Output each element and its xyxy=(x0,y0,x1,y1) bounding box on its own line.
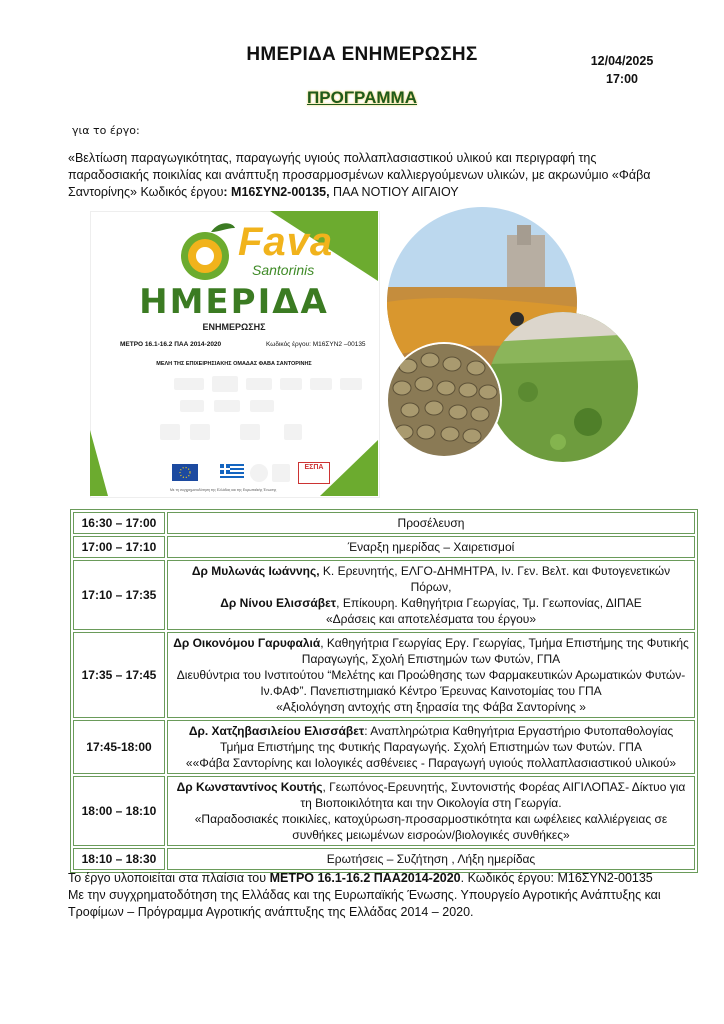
espa-logo: ΕΣΠΑ xyxy=(298,462,330,484)
fava-leaf-logo-icon xyxy=(175,218,239,282)
talk-topic: «Δράσεις και αποτελέσματα του έργου» xyxy=(325,612,537,626)
member-logo xyxy=(340,378,362,390)
member-logo xyxy=(180,400,204,412)
program-item: Ερωτήσεις – Συζήτηση , Λήξη ημερίδας xyxy=(167,848,695,870)
funding-text: Με την συγχρηματοδότηση της Ελλάδας και της Ευρωπαϊκής Ένωσης. Υπουργείο Αγροτικής Ανάπτυξης και Τροφίμων – Πρόγραμμα Αγροτικής ανάπτυξης της Ελλάδας 2014 – 2020. xyxy=(68,888,661,919)
poster-subtitle: ΕΝΗΜΕΡΩΣΗΣ xyxy=(202,322,266,332)
program-table xyxy=(70,509,698,873)
program-row xyxy=(73,536,695,558)
speaker-role: : Αναπληρώτρια Καθηγήτρια Εργαστήριο Φυτοπαθολογίας Τμήμα Επιστήμης της Φυτικής Παραγωγής. Σχολή Επιστημών των Φυτών. ΓΠΑ xyxy=(220,724,674,754)
program-item xyxy=(167,560,695,630)
project-description xyxy=(68,150,678,201)
talk-topic: «Αξιολόγηση αντοχής στη ξηρασία της Φάβα Σαντορίνης » xyxy=(276,700,586,714)
program-time: 17:35 – 17:45 xyxy=(73,632,165,718)
page-title: ΗΜΕΡΙΔΑ ΕΝΗΜΕΡΩΣΗΣ xyxy=(246,44,478,65)
member-logo xyxy=(240,424,260,440)
poster-decoration xyxy=(90,430,108,496)
program-time: 18:00 – 18:10 xyxy=(73,776,165,846)
poster-brand: Fava xyxy=(238,220,334,264)
member-logo xyxy=(212,376,238,392)
program-item: Προσέλευση xyxy=(167,512,695,534)
project-region: ΠΑΑ ΝΟΤΙΟΥ ΑΙΓΑΙΟΥ xyxy=(329,185,459,199)
funding-measure: ΜΕΤΡΟ 16.1-16.2 ΠΑΑ2014-2020 xyxy=(269,871,461,885)
program-heading: ΠΡΟΓΡΑΜΜΑ xyxy=(306,88,417,107)
fava-beans-photo xyxy=(386,342,502,458)
member-logo xyxy=(214,400,240,412)
program-row xyxy=(73,560,695,630)
poster-code: Κωδικός έργου: Μ16ΣΥΝ2 –00135 xyxy=(266,341,366,348)
member-logo xyxy=(284,424,302,440)
greek-flag-icon xyxy=(220,464,244,481)
for-project-label: για το έργο: xyxy=(72,124,140,137)
program-row xyxy=(73,776,695,846)
project-code: : Μ16ΣΥΝ2-00135, xyxy=(223,185,330,199)
talk-topic: «Παραδοσιακές ποικιλίες, κατοχύρωση-προσαρμοστικότητα και ωφέλειες καλλιέργειας σε συνθήκες μειωμένων εισροών/βιολογικές συνθήκες» xyxy=(194,812,668,842)
member-logo xyxy=(272,464,290,482)
program-row xyxy=(73,632,695,718)
member-logo xyxy=(250,400,274,412)
speaker-name: Δρ Κωνσταντίνος Κουτής xyxy=(176,780,323,794)
program-item xyxy=(167,632,695,718)
event-time: 17:00 xyxy=(606,72,638,86)
poster-footnote: Με τη συγχρηματοδότηση της Ελλάδας και της Ευρωπαϊκής Ένωσης xyxy=(170,488,277,492)
talk-topic: ««Φάβα Σαντορίνης και Ιολογικές ασθένειες - Παραγωγή υγιούς πολλαπλασιαστικού υλικού» xyxy=(185,756,677,770)
speaker-role: Κ. Ερευνητής, ΕΛΓΟ-ΔΗΜΗΤΡΑ, Ιν. Γεν. Βελτ. και Φυτογενετικών Πόρων, xyxy=(319,564,671,594)
speaker-role: , Γεωπόνος-Ερευνητής, Συντονιστής Φορέας ΑΙΓΙΛΟΠΑΣ- Δίκτυο για τη Βιοποικιλότητα και την Οικολογία στη Γεωργία. xyxy=(300,780,686,810)
member-logo xyxy=(246,378,272,390)
event-date: 12/04/2025 xyxy=(590,54,654,68)
member-logo xyxy=(190,424,210,440)
speaker-name: Δρ Οικονόμου Γαρυφαλιά xyxy=(173,636,321,650)
speaker-role: , Καθηγήτρια Γεωργίας Εργ. Γεωργίας, Τμήμα Επιστήμης της Φυτικής Παραγωγής, Σχολή Επιστημών των Φυτών, ΓΠΑ xyxy=(301,636,689,666)
program-item xyxy=(167,720,695,774)
member-logo xyxy=(174,378,204,390)
funding-text: Το έργο υλοποιείται στα πλαίσια του xyxy=(68,871,270,885)
member-logo xyxy=(250,464,268,482)
member-logo xyxy=(160,424,180,440)
member-logo xyxy=(280,378,302,390)
poster-title: ΗΜΕΡΙΔΑ xyxy=(139,282,329,322)
project-description-text: «Βελτίωση παραγωγικότητας, παραγωγής υγιούς πολλαπλασιαστικού υλικού και περιγραφή της παραδοσιακής ποικιλίας και ανάπτυξη προσαρμοσμένων καλλιεργούμενων υλικών, με ακρωνύμιο «Φάβα Σαντορίνης» Κωδικός έργου xyxy=(68,151,651,199)
program-time: 17:00 – 17:10 xyxy=(73,536,165,558)
funding-code: . Κωδικός έργου: Μ16ΣΥΝ2-00135 xyxy=(460,871,653,885)
event-datetime xyxy=(582,52,662,88)
poster-brand-sub: Santorinis xyxy=(252,262,315,278)
program-time: 18:10 – 18:30 xyxy=(73,848,165,870)
program-time: 17:45-18:00 xyxy=(73,720,165,774)
speaker-name: Δρ. Χατζηβασιλείου Ελισσάβετ xyxy=(188,724,365,738)
program-row xyxy=(73,848,695,870)
eu-flag-icon xyxy=(172,464,198,481)
poster-members-heading: ΜΕΛΗ ΤΗΣ ΕΠΙΧΕΙΡΗΣΙΑΚΗΣ ΟΜΑΔΑΣ ΦΑΒΑ ΣΑΝΤΟΡΙΝΗΣ xyxy=(156,361,312,367)
program-row xyxy=(73,720,695,774)
plants-photo xyxy=(488,312,638,462)
program-item xyxy=(167,776,695,846)
speaker-role: Διευθύντρια του Ινστιτούτου “Μελέτης και Προώθησης των Φαρμακευτικών Αρωματικών Φυτών- Ιν.ΦΑΦ”. Πανεπιστημιακό Κέντρο Έρευνας Καινοτομίας του ΓΠΑ xyxy=(176,668,686,698)
program-row xyxy=(73,512,695,534)
speaker-name: Δρ Νίνου Ελισσάβετ xyxy=(220,596,337,610)
program-time: 16:30 – 17:00 xyxy=(73,512,165,534)
member-logo xyxy=(310,378,332,390)
speaker-role: , Επίκουρη. Καθηγήτρια Γεωργίας, Τμ. Γεωπονίας, ΔΙΠΑΕ xyxy=(336,596,642,610)
speaker-name: Δρ Μυλωνάς Ιωάννης, xyxy=(191,564,320,578)
program-item: Έναρξη ημερίδας – Χαιρετισμοί xyxy=(167,536,695,558)
poster-measure: ΜΕΤΡΟ 16.1-16.2 ΠΑΑ 2014-2020 xyxy=(120,341,222,348)
program-time: 17:10 – 17:35 xyxy=(73,560,165,630)
funding-note xyxy=(68,870,708,921)
